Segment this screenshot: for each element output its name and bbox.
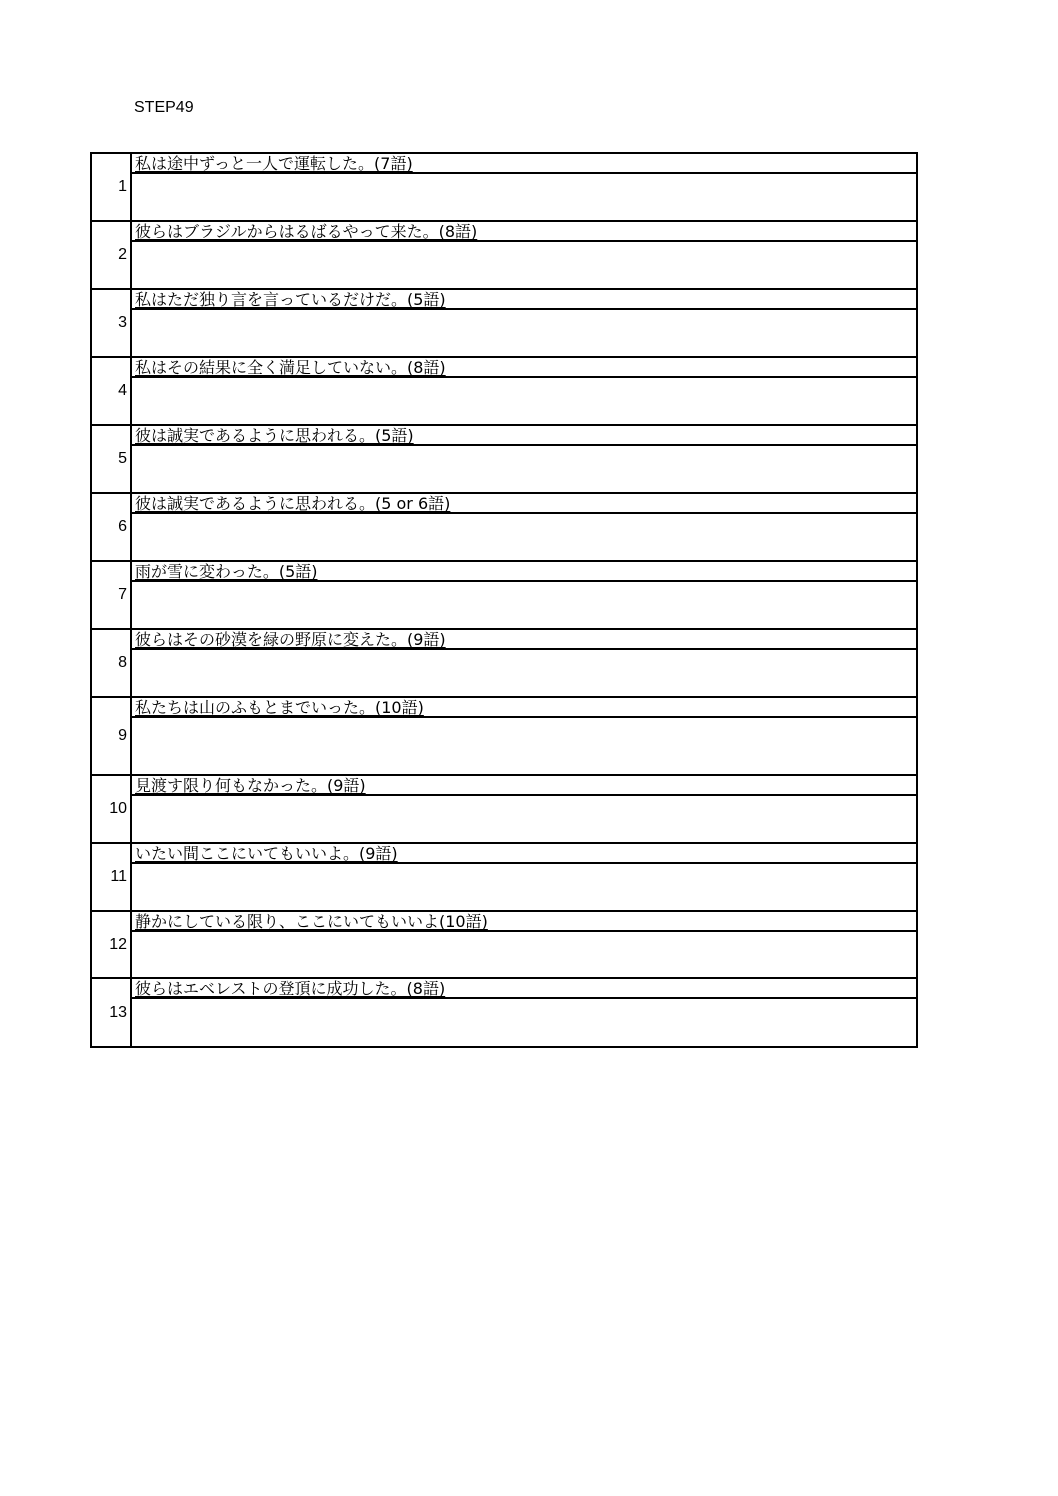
item-prompt: 雨が雪に変わった。(5語) <box>132 562 916 582</box>
item-body <box>132 630 916 696</box>
answer-area[interactable] <box>132 796 916 842</box>
exercise-row <box>92 630 916 698</box>
item-prompt: 私はただ独り言を言っているだけだ。(5語) <box>132 290 916 310</box>
exercise-row <box>92 698 916 776</box>
item-body <box>132 154 916 220</box>
item-prompt: 私は途中ずっと一人で運転した。(7語) <box>132 154 916 174</box>
item-number: 4 <box>92 358 132 424</box>
exercise-row <box>92 979 916 1046</box>
item-body <box>132 979 916 1046</box>
item-prompt: 彼らはエベレストの登頂に成功した。(8語) <box>132 979 916 999</box>
answer-area[interactable] <box>132 242 916 288</box>
exercise-row <box>92 494 916 562</box>
item-body <box>132 912 916 977</box>
item-number: 6 <box>92 494 132 560</box>
exercise-row <box>92 358 916 426</box>
exercise-row <box>92 912 916 979</box>
answer-area[interactable] <box>132 999 916 1046</box>
answer-area[interactable] <box>132 446 916 492</box>
item-number: 10 <box>92 776 132 842</box>
exercise-row <box>92 154 916 222</box>
item-number: 3 <box>92 290 132 356</box>
exercise-row <box>92 222 916 290</box>
exercise-table <box>90 152 918 1048</box>
exercise-row <box>92 426 916 494</box>
page-title: STEP49 <box>134 99 194 116</box>
answer-area[interactable] <box>132 582 916 628</box>
answer-area[interactable] <box>132 650 916 696</box>
item-number: 7 <box>92 562 132 628</box>
answer-area[interactable] <box>132 378 916 424</box>
item-number: 9 <box>92 698 132 774</box>
item-prompt: 見渡す限り何もなかった。(9語) <box>132 776 916 796</box>
item-number: 2 <box>92 222 132 288</box>
exercise-row <box>92 776 916 844</box>
answer-area[interactable] <box>132 174 916 220</box>
item-prompt: 私たちは山のふもとまでいった。(10語) <box>132 698 916 718</box>
item-body <box>132 844 916 910</box>
item-number: 12 <box>92 912 132 977</box>
item-prompt: 私はその結果に全く満足していない。(8語) <box>132 358 916 378</box>
item-number: 5 <box>92 426 132 492</box>
item-body <box>132 358 916 424</box>
item-body <box>132 426 916 492</box>
item-body <box>132 776 916 842</box>
item-prompt: 彼は誠実であるように思われる。(5語) <box>132 426 916 446</box>
answer-area[interactable] <box>132 718 916 774</box>
answer-area[interactable] <box>132 864 916 910</box>
item-body <box>132 290 916 356</box>
exercise-row <box>92 290 916 358</box>
item-prompt: 彼らはブラジルからはるばるやって来た。(8語) <box>132 222 916 242</box>
item-body <box>132 494 916 560</box>
answer-area[interactable] <box>132 310 916 356</box>
item-prompt: 彼らはその砂漠を緑の野原に変えた。(9語) <box>132 630 916 650</box>
item-number: 1 <box>92 154 132 220</box>
item-prompt: 静かにしている限り、ここにいてもいいよ(10語) <box>132 912 916 932</box>
item-prompt: いたい間ここにいてもいいよ。(9語) <box>132 844 916 864</box>
exercise-row <box>92 844 916 912</box>
item-body <box>132 562 916 628</box>
answer-area[interactable] <box>132 932 916 977</box>
item-body <box>132 222 916 288</box>
item-body <box>132 698 916 774</box>
exercise-row <box>92 562 916 630</box>
item-number: 11 <box>92 844 132 910</box>
item-number: 13 <box>92 979 132 1046</box>
answer-area[interactable] <box>132 514 916 560</box>
item-prompt: 彼は誠実であるように思われる。(5 or 6語) <box>132 494 916 514</box>
item-number: 8 <box>92 630 132 696</box>
